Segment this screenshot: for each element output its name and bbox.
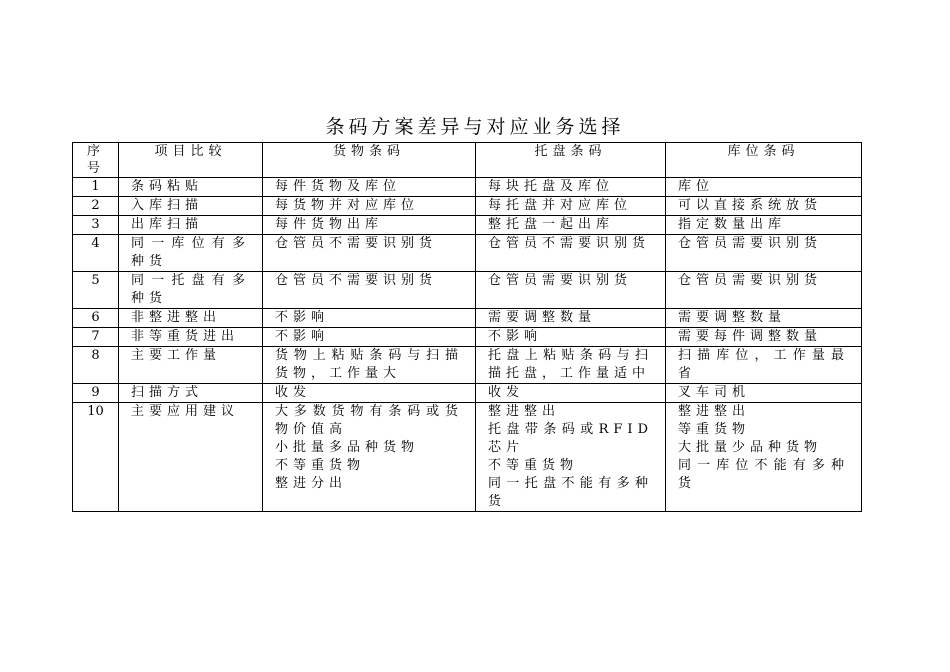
cell-text: 每托盘并对应库位 [488, 198, 633, 213]
cell-location [666, 216, 862, 235]
cell-text: 同一库位不能有多种货 [678, 458, 849, 491]
row-number: 8 [73, 347, 119, 384]
table-body [73, 178, 862, 512]
cell-text: 整进整出 [488, 404, 561, 419]
cell-pallet [476, 384, 666, 403]
cell-goods [263, 403, 476, 512]
cell-goods [263, 328, 476, 347]
row-item: 非等重货进出 [119, 328, 263, 347]
cell-text: 仓管员需要识别货 [678, 273, 823, 288]
cell-location [666, 235, 862, 272]
cell-text: 托盘带条码或RFID 芯片 [488, 422, 653, 455]
cell-pallet [476, 216, 666, 235]
cell-text: 仓管员需要识别货 [678, 236, 823, 251]
row-number: 2 [73, 197, 119, 216]
cell-goods [263, 197, 476, 216]
table-row [73, 272, 862, 309]
cell-text: 仓管员不需要识别货 [275, 236, 438, 251]
table-row [73, 403, 862, 512]
header-row [73, 143, 862, 178]
row-number: 1 [73, 178, 119, 197]
row-number: 4 [73, 235, 119, 272]
cell-goods [263, 178, 476, 197]
header-location: 库位条码 [666, 143, 862, 178]
cell-location [666, 178, 862, 197]
row-number: 6 [73, 309, 119, 328]
cell-pallet [476, 197, 666, 216]
row-number: 9 [73, 384, 119, 403]
header-no: 序号 [73, 143, 119, 178]
row-number: 7 [73, 328, 119, 347]
cell-text: 整进分出 [275, 476, 348, 491]
header-goods: 货物条码 [263, 143, 476, 178]
cell-pallet [476, 328, 666, 347]
cell-text: 每件货物出库 [275, 217, 384, 232]
cell-text: 叉车司机 [678, 385, 751, 400]
cell-text: 需要每件调整数量 [678, 329, 823, 344]
row-item: 主要工作量 [119, 347, 263, 384]
cell-text: 整进整出 [678, 404, 751, 419]
cell-goods [263, 216, 476, 235]
row-item: 出库扫描 [119, 216, 263, 235]
row-number: 5 [73, 272, 119, 309]
cell-location [666, 384, 862, 403]
table-row [73, 384, 862, 403]
table-row [73, 235, 862, 272]
table-row [73, 347, 862, 384]
cell-text: 每货物并对应库位 [275, 198, 420, 213]
cell-location [666, 197, 862, 216]
row-number: 10 [73, 403, 119, 512]
cell-text: 整托盘一起出库 [488, 217, 615, 232]
cell-text: 小批量多品种货物 [275, 440, 420, 455]
cell-pallet [476, 403, 666, 512]
document-title: 条码方案差异与对应业务选择 [325, 116, 625, 138]
header-pallet: 托盘条码 [476, 143, 666, 178]
table-row [73, 309, 862, 328]
row-number: 3 [73, 216, 119, 235]
cell-text: 仓管员不需要识别货 [275, 273, 438, 288]
cell-goods [263, 384, 476, 403]
row-item: 条码粘贴 [119, 178, 263, 197]
table-row [73, 328, 862, 347]
cell-pallet [476, 347, 666, 384]
cell-goods [263, 309, 476, 328]
cell-text: 收发 [488, 385, 525, 400]
cell-text: 需要调整数量 [678, 310, 787, 325]
header-item: 项目比较 [119, 143, 263, 178]
cell-goods [263, 272, 476, 309]
cell-text: 扫描库位，工作量最省 [678, 348, 849, 381]
cell-goods [263, 347, 476, 384]
table-row [73, 216, 862, 235]
cell-text: 需要调整数量 [488, 310, 597, 325]
cell-location [666, 403, 862, 512]
table-row [73, 178, 862, 197]
cell-text: 每块托盘及库位 [488, 179, 615, 194]
cell-text: 仓管员不需要识别货 [488, 236, 651, 251]
cell-text: 收发 [275, 385, 312, 400]
table-row [73, 197, 862, 216]
row-item: 扫描方式 [119, 384, 263, 403]
cell-pallet [476, 178, 666, 197]
cell-text: 库位 [678, 179, 715, 194]
cell-pallet [476, 309, 666, 328]
cell-pallet [476, 272, 666, 309]
cell-text: 仓管员需要识别货 [488, 273, 633, 288]
cell-text: 货物上粘贴条码与扫描货物，工作量大 [275, 348, 463, 381]
cell-text: 不等重货物 [488, 458, 579, 473]
row-item: 入库扫描 [119, 197, 263, 216]
cell-text: 不影响 [275, 310, 330, 325]
row-item: 非整进整出 [119, 309, 263, 328]
cell-text: 不等重货物 [275, 458, 366, 473]
cell-text: 托盘上粘贴条码与扫描托盘，工作量适中 [488, 348, 653, 381]
cell-text: 不影响 [488, 329, 543, 344]
cell-pallet [476, 235, 666, 272]
row-item: 同一托盘有多种货 [119, 272, 263, 309]
cell-text: 指定数量出库 [678, 217, 787, 232]
cell-text: 可以直接系统放货 [678, 198, 823, 213]
cell-text: 等重货物 [678, 422, 751, 437]
cell-location [666, 347, 862, 384]
cell-text: 大多数货物有条码或货物价值高 [275, 404, 463, 437]
cell-location [666, 328, 862, 347]
row-item: 同一库位有多种货 [119, 235, 263, 272]
cell-text: 每件货物及库位 [275, 179, 402, 194]
cell-text: 大批量少品种货物 [678, 440, 823, 455]
cell-location [666, 272, 862, 309]
cell-text: 同一托盘不能有多种货 [488, 476, 653, 509]
comparison-table [72, 142, 862, 512]
cell-goods [263, 235, 476, 272]
cell-text: 不影响 [275, 329, 330, 344]
cell-location [666, 309, 862, 328]
row-item: 主要应用建议 [119, 403, 263, 512]
